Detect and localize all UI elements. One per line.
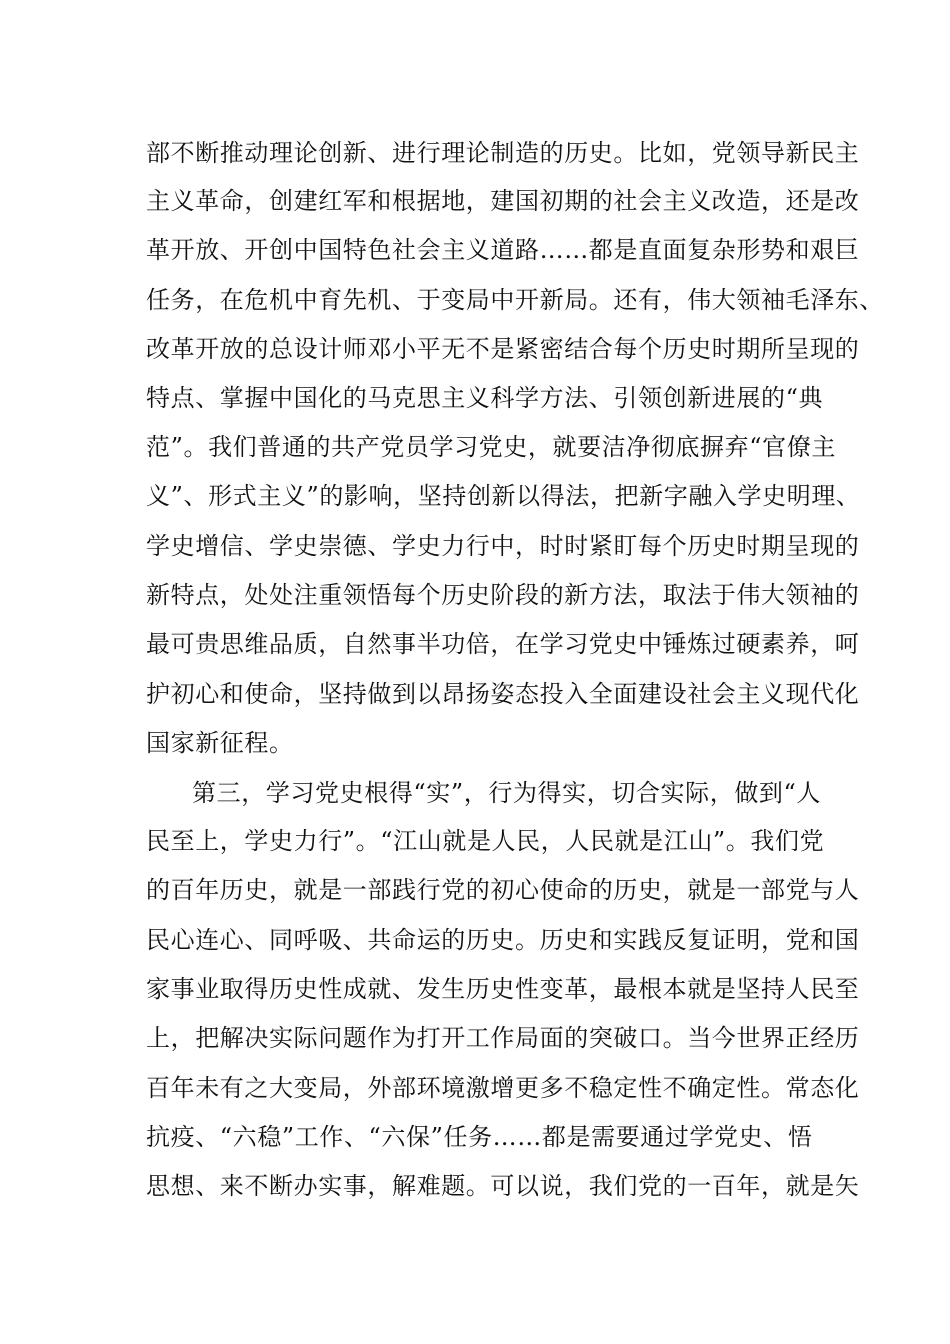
text-line: 革开放、开创中国特色社会主义道路……都是直面复杂形势和艰巨	[146, 236, 860, 264]
paragraph-first-line: 第三，学习党史根得“实”，行为得实，切合实际，做到“人	[192, 779, 822, 807]
text-line: 学史增信、学史崇德、学史力行中，时时紧盯每个历史时期呈现的	[146, 532, 860, 560]
text-line: 护初心和使命，坚持做到以昂扬姿态投入全面建设社会主义现代化	[146, 680, 860, 708]
text-line: 民至上，学史力行”。“江山就是人民，人民就是江山”。我们党	[146, 827, 825, 855]
text-line: 主义革命，创建红军和根据地，建国初期的社会主义改造，还是改	[146, 187, 860, 215]
text-line: 义”、形式主义”的影响，坚持创新以得法，把新字融入学史明理、	[146, 482, 861, 510]
text-line: 任务，在危机中育先机、于变局中开新局。还有，伟大领袖毛泽东、	[146, 286, 884, 314]
text-line: 新特点，处处注重领悟每个历史阶段的新方法，取法于伟大领袖的	[146, 581, 860, 609]
text-line: 思想、来不断办实事，解难题。可以说，我们党的一百年，就是矢	[146, 1172, 860, 1200]
text-line: 范”。我们普通的共产党员学习党史，就要洁净彻底摒弃“官僚主	[146, 433, 836, 461]
text-line: 最可贵思维品质，自然事半功倍，在学习党史中锤炼过硬素养，呵	[146, 630, 860, 658]
text-line: 抗疫、“六稳”工作、“六保”任务……都是需要通过学党史、悟	[146, 1123, 813, 1151]
text-line: 的百年历史，就是一部践行党的初心使命的历史，就是一部党与人	[146, 876, 860, 904]
text-line: 国家新征程。	[146, 729, 294, 757]
text-line: 上，把解决实际问题作为打开工作局面的突破口。当今世界正经历	[146, 1024, 860, 1052]
text-line: 特点、掌握中国化的马克思主义科学方法、引领创新进展的“典	[146, 384, 824, 412]
text-line: 部不断推动理论创新、进行理论制造的历史。比如，党领导新民主	[146, 139, 860, 167]
text-line: 百年未有之大变局，外部环境激增更多不稳定性不确定性。常态化	[146, 1074, 860, 1102]
text-line: 民心连心、同呼吸、共命运的历史。历史和实践反复证明，党和国	[146, 926, 860, 954]
text-line: 改革开放的总设计师邓小平无不是紧密结合每个历史时期所呈现的	[146, 335, 860, 363]
text-line: 家事业取得历史性成就、发生历史性变革，最根本就是坚持人民至	[146, 975, 860, 1003]
